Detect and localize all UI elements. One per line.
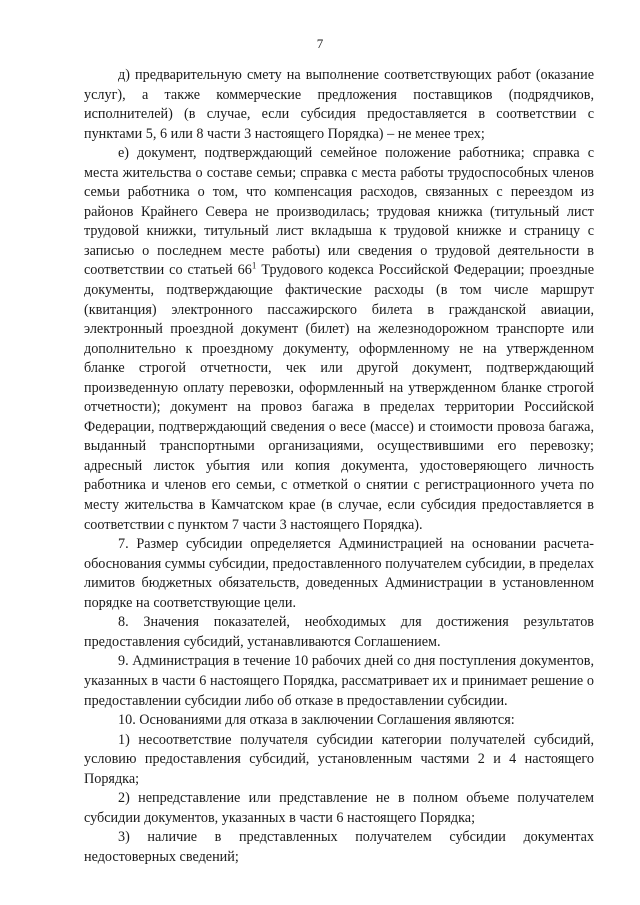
paragraph-e-text: е) документ, подтверждающий семейное положение работника; справка с места жительства о составе семьи; справка с места работы трудоспособных членов семьи работника о том, что компенсация расходов, связанных с переездом из районов Крайнего Севера не производилась; трудовая книжка (титульный лист трудовой книжки, титульный лист вкладыша к трудовой книжке и страницу с записью о последнем месте работы) или сведения о трудовой деятельности в соответствии со статьей 66 — [84, 145, 594, 279]
document-body — [84, 66, 594, 867]
paragraph-e — [84, 144, 594, 535]
list-item-2: 2) непредставление или представление не в полном объеме получателем субсидии документов, указанных в части 6 настоящего Порядка; — [84, 790, 594, 826]
paragraph-8: 8. Значения показателей, необходимых для достижения результатов предоставления субсидий, устанавливаются Соглашением. — [84, 614, 594, 650]
paragraph-e-tail: Трудового кодекса — [256, 262, 374, 279]
paragraph-9: 9. Администрация в течение 10 рабочих дней со дня поступления документов, указанных в части 6 настоящего Порядка, рассматривает их и принимает решение о предоставлении субсидии либо об отказе в предоставлении субсидии. — [84, 653, 594, 709]
page-number: 7 — [316, 36, 324, 51]
paragraph-7: 7. Размер субсидии определяется Администрацией на основании расчета-обоснования суммы субсидии, предоставленного получателем субсидии, в пределах лимитов бюджетных обязательств, доведенных Администрации в установленном порядке на соответствующие цели. — [84, 536, 594, 611]
list-item-1: 1) несоответствие получателя субсидии категории получателей субсидий, условию предоставления субсидий, установленным частями 2 и 4 настоящего Порядка; — [84, 731, 594, 787]
paragraph-10: 10. Основаниями для отказа в заключении Соглашения являются: — [118, 712, 515, 729]
paragraph-e-continuation: Российской Федерации; проездные документы, подтверждающие фактические расходы (в том числе маршрут (квитанция) электронного пассажирского билета в гражданской авиации, электронный проездной документ (билет) на железнодорожном транспорте или дополнительно к проездному документу, оформленному не на утвержденном бланке строгой отчетности, чек или другой документ, подтверждающий произведенную оплату перевозки, оформленный на утвержденном бланке строгой отчетности); документ на провоз багажа в пределах территории Российской Федерации, подтверждающий сведения о весе (массе) и стоимости провоза багажа, выданный транспортными организациями, осуществившими его перевозку; адресный листок убытия или копия документа, удостоверяющего личность работника и членов его семьи, с отметкой о снятии с регистрационного учета по месту жительства в Камчатском крае (в случае, если субсидия предоставляется в соответствии с пунктом 7 части 3 настоящего Порядка). — [84, 262, 594, 533]
list-item-3: 3) наличие в представленных получателем субсидии документах недостоверных сведений; — [84, 829, 594, 865]
paragraph-d: д) предварительную смету на выполнение соответствующих работ (оказание услуг), а также коммерческие предложения поставщиков (подрядчиков, исполнителей) (в случае, если субсидия предоставляется в соответствии с пунктами 5, 6 или 8 части 3 настоящего Порядка) – не менее трех; — [84, 67, 594, 142]
footnote-superscript: 1 — [251, 260, 257, 271]
